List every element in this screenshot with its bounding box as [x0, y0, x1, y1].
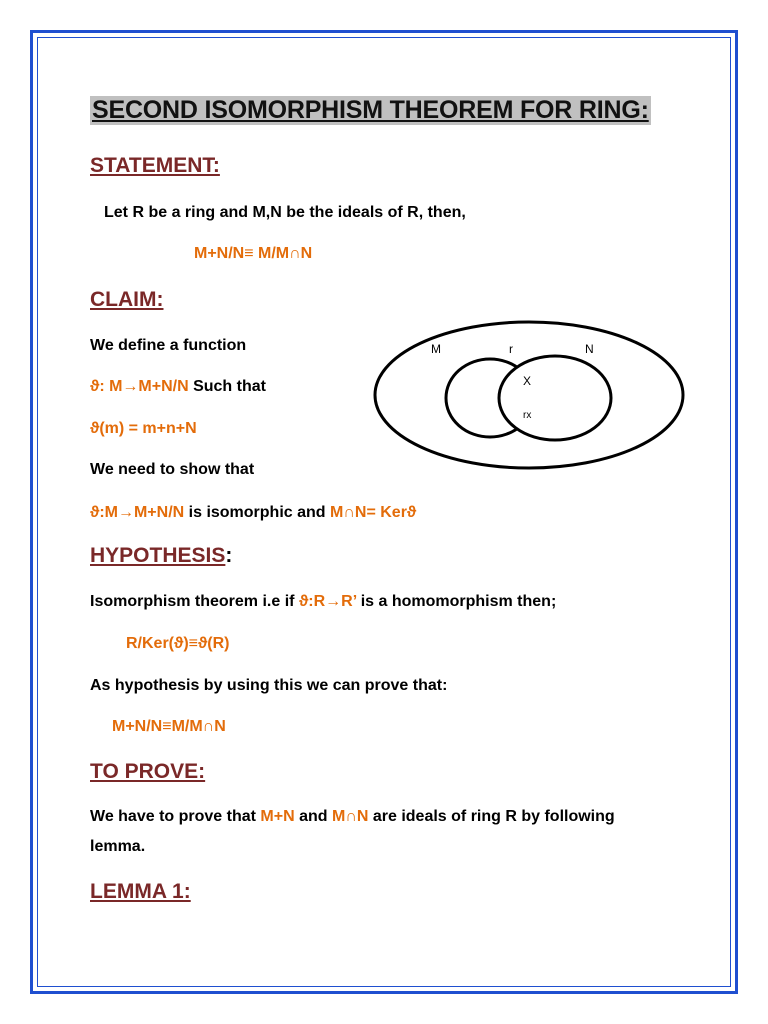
ideal-n-circle: [499, 356, 611, 440]
claim-show-kernel: M∩N= Kerϑ: [330, 504, 417, 521]
label-m: M: [431, 342, 441, 356]
hypothesis-heading: HYPOTHESIS: [90, 544, 226, 567]
to-prove-line1: [90, 808, 615, 826]
hypothesis-heading-line: [90, 544, 232, 568]
label-n: N: [585, 342, 594, 356]
to-prove-line2: lemma.: [90, 838, 146, 855]
claim-heading: CLAIM:: [90, 288, 164, 311]
to-prove-part2: and: [294, 808, 332, 825]
claim-line-define: We define a function: [90, 337, 247, 354]
lemma-heading: LEMMA 1:: [90, 880, 191, 903]
claim-show-mid: is isomorphic and: [184, 504, 331, 521]
label-x: X: [523, 374, 532, 388]
label-rx: rx: [523, 410, 532, 421]
statement-heading: STATEMENT:: [90, 154, 220, 177]
claim-line-show: [90, 504, 416, 522]
to-prove-sum: M+N: [260, 808, 295, 825]
hypothesis-formula2: M+N/N≡M/M∩N: [112, 718, 226, 735]
claim-line-need: We need to show that: [90, 461, 255, 478]
claim-show-map: ϑ:M→M+N/N: [90, 504, 185, 521]
venn-diagram: [370, 318, 688, 478]
hypothesis-suffix: is a homomorphism then;: [356, 593, 557, 610]
statement-text: Let R be a ring and M,N be the ideals of R, then,: [104, 204, 466, 221]
hypothesis-colon: :: [225, 544, 233, 567]
hypothesis-map: ϑ:R→R’: [298, 593, 357, 610]
to-prove-intersection: M∩N: [331, 808, 369, 825]
hypothesis-prefix: Isomorphism theorem i.e if: [90, 593, 299, 610]
hypothesis-line: [90, 593, 556, 611]
claim-map-expression: ϑ: M→M+N/N: [90, 378, 189, 395]
to-prove-part3: are ideals of ring R by following: [368, 808, 615, 825]
document-title: SECOND ISOMORPHISM THEOREM FOR RING:: [92, 96, 649, 124]
claim-definition: ϑ(m) = m+n+N: [90, 420, 197, 437]
to-prove-part1: We have to prove that: [90, 808, 261, 825]
hypothesis-formula: R/Ker(ϑ)≡ϑ(R): [126, 635, 230, 652]
claim-line-map: [90, 378, 266, 396]
statement-formula: M+N/N≡ M/M∩N: [194, 245, 313, 262]
hypothesis-line2: As hypothesis by using this we can prove that:: [90, 677, 448, 694]
to-prove-heading: TO PROVE:: [90, 760, 206, 783]
claim-map-suffix: Such that: [188, 378, 266, 395]
label-r: r: [509, 342, 513, 356]
